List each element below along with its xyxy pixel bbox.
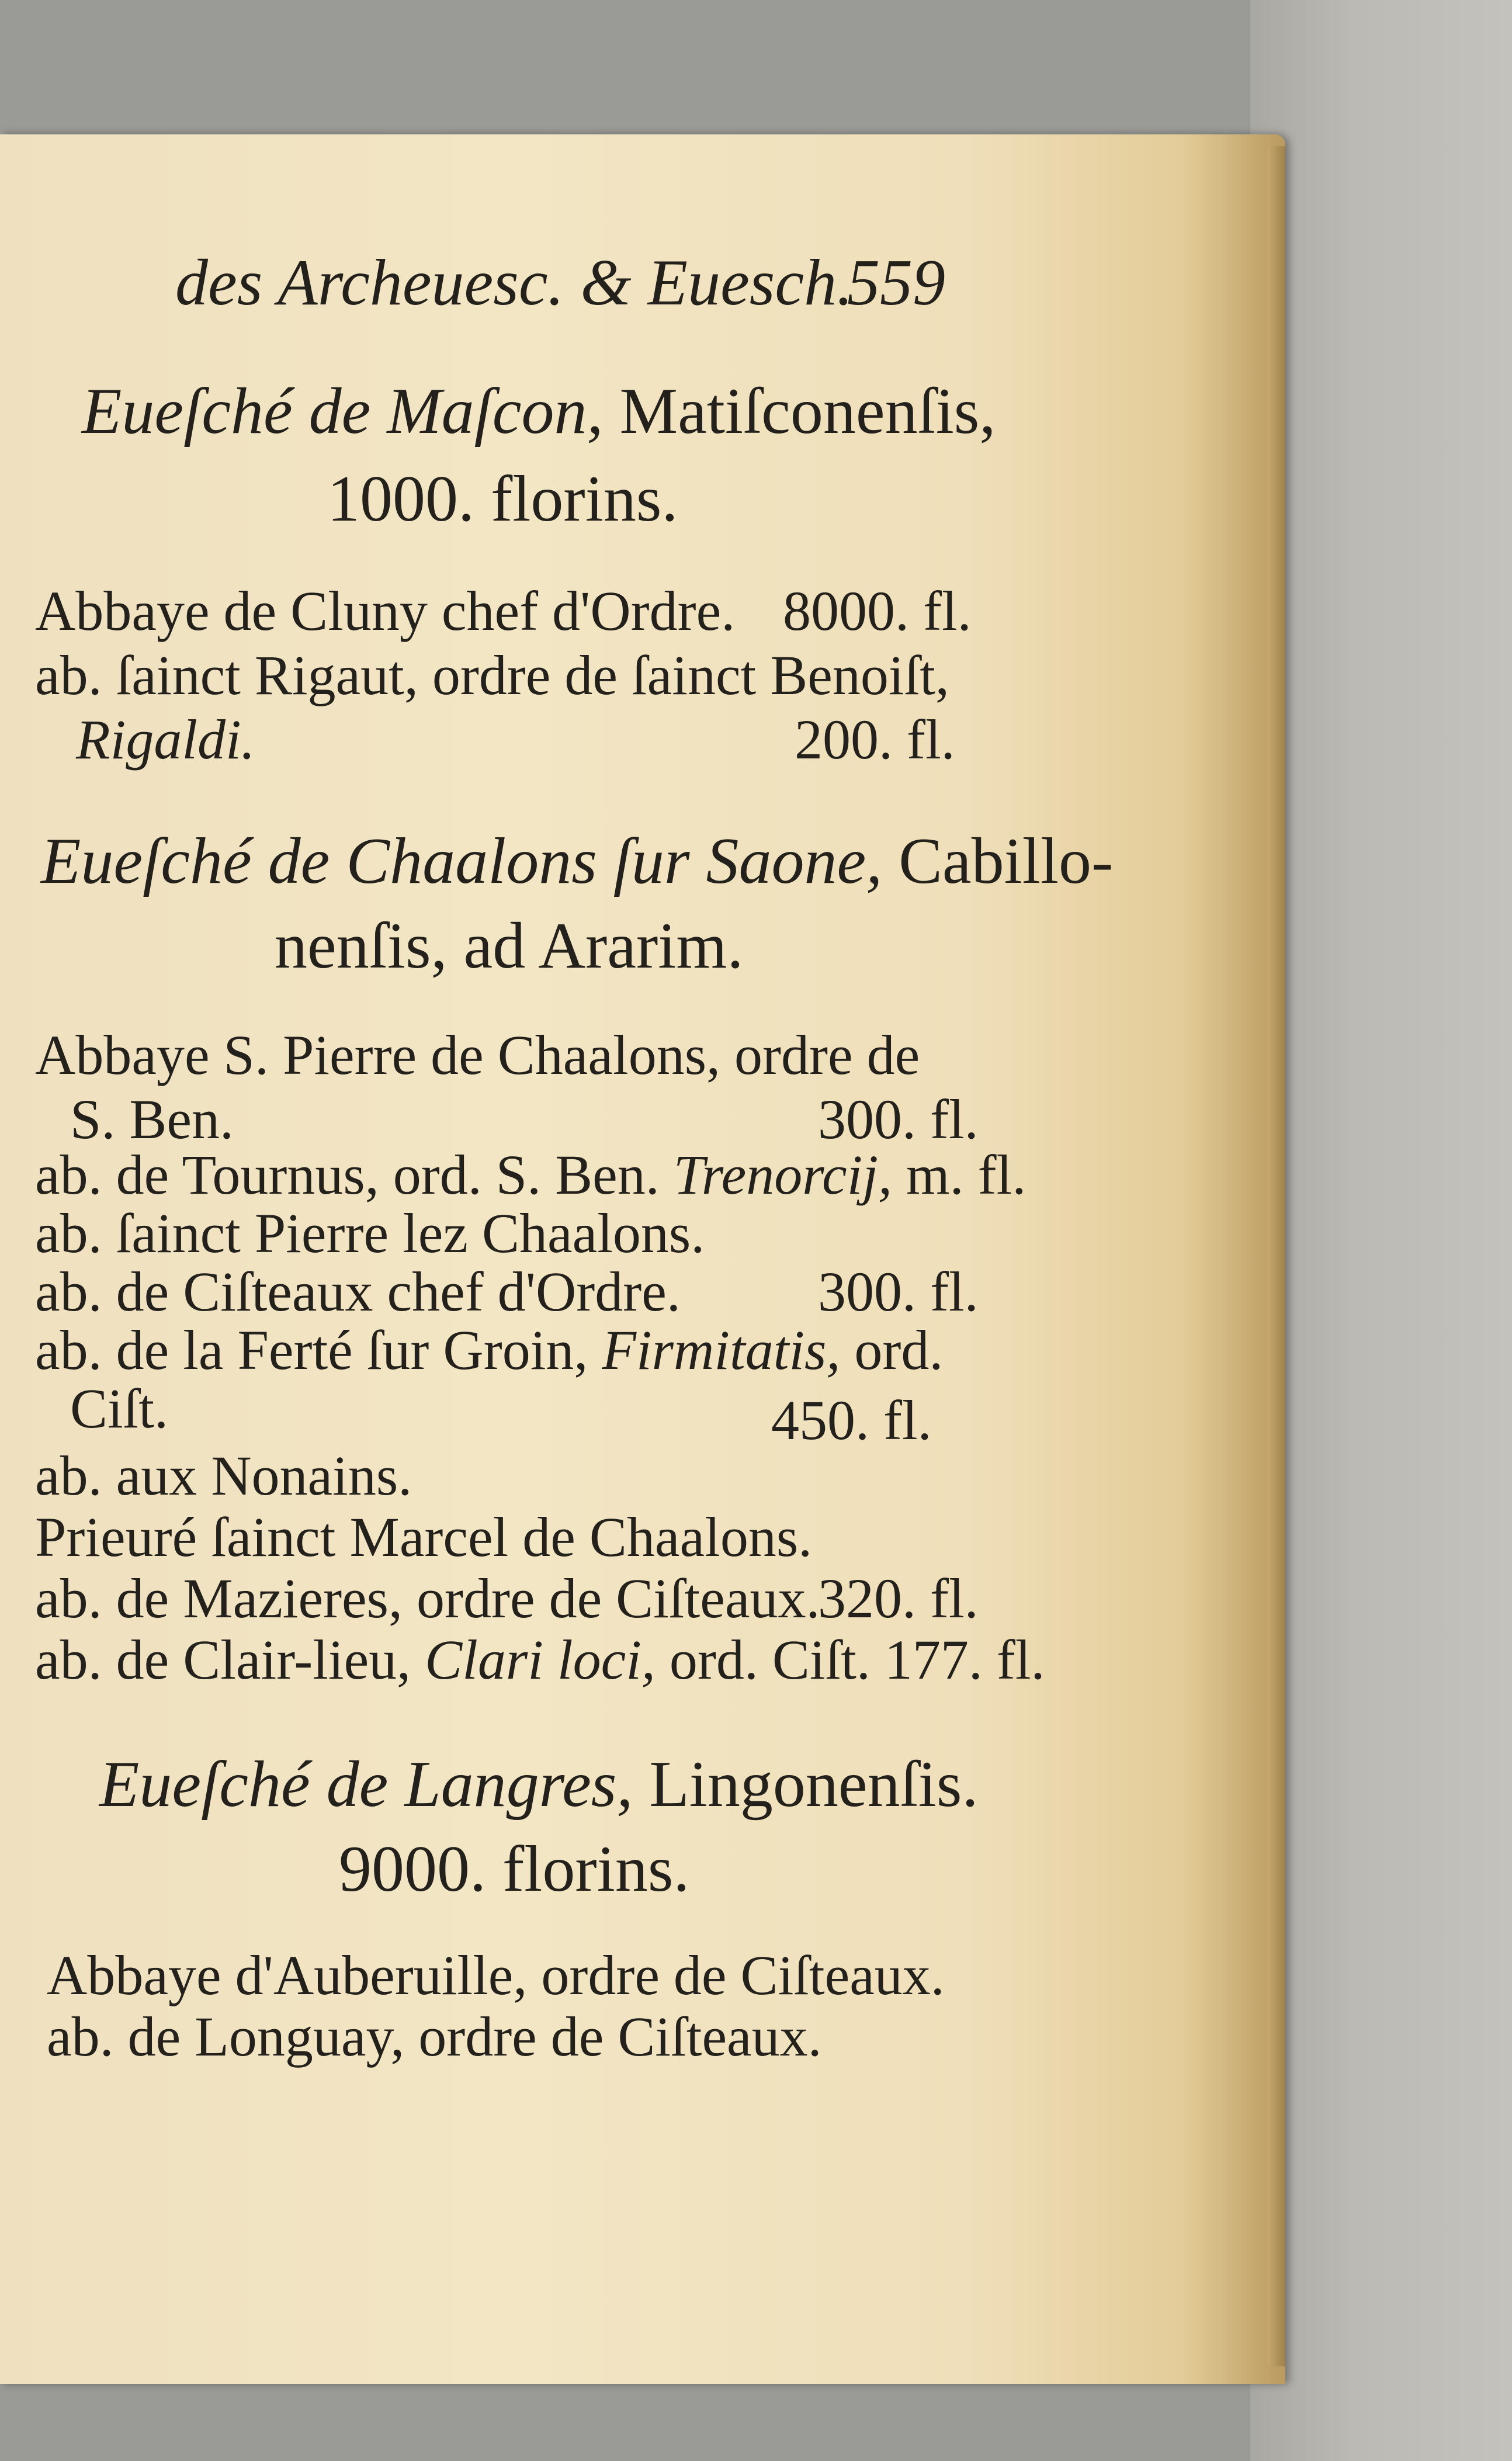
entry-text [35,1627,1045,1692]
entry-amount: 300. fl. [818,1260,979,1323]
entry-text: Prieuré ſainct Marcel de Chaalons. [35,1506,813,1568]
entry-text [35,1142,1026,1207]
running-head: des Archeuesc. & Euesch. [175,247,854,319]
heading-roman: Cabillo- [899,825,1114,897]
entry-text [35,1318,943,1382]
entry-amount: 300. fl. [818,1088,979,1150]
section-heading-line2: 1000. florins. [327,463,678,535]
heading-italic: Eueſché de Chaalons ſur Saone, [41,825,883,897]
section-heading-line2: nenſis, ad Ararim. [275,910,744,982]
entry-text: ab. de Ciſteaux chef d'Ordre. [35,1260,681,1323]
entry-italic: Trenorcij, [673,1143,892,1206]
entry-text: ab. aux Nonains. [35,1444,412,1507]
entry-roman: ab. de Clair-lieu, [35,1628,411,1691]
entry-text: Abbaye de Cluny chef d'Ordre. [35,580,736,642]
entry-text [76,707,255,772]
entry-roman: ab. de la Ferté ſur Groin, [35,1319,588,1381]
heading-italic: Eueſché de Langres, [99,1748,633,1821]
section-heading-langres [99,1747,978,1822]
entry-text: Abbaye S. Pierre de Chaalons, ordre de [35,1024,920,1086]
section-heading-chaalons [41,824,1113,899]
entry-roman-after: m. fl. [906,1143,1027,1206]
entry-text: ab. de Longuay, ordre de Ciſteaux. [47,2005,822,2068]
page-number: 559 [847,247,945,319]
entry-text: ab. ſainct Pierre lez Chaalons. [35,1202,705,1264]
entry-text: Abbaye d'Auberuille, ordre de Ciſteaux. [47,1944,945,2006]
section-heading-line2: 9000. florins. [339,1833,690,1905]
heading-italic: Eueſché de Maſcon, [82,375,604,448]
entry-amount: 320. fl. [818,1567,979,1630]
entry-amount: 200. fl. [795,708,955,771]
entry-roman-after: ord. [854,1319,944,1381]
entry-italic: Firmitatis, [602,1319,841,1381]
entry-roman-after: ord. Ciſt. 177. fl. [669,1628,1045,1691]
heading-roman: Matiſconenſis, [619,375,996,448]
entry-text: ab. ſainct Rigaut, ordre de ſainct Benoiſt, [35,644,949,706]
heading-roman: Lingonenſis. [649,1748,979,1821]
entry-italic: Rigaldi. [76,708,255,771]
entry-italic: Clari loci, [425,1628,656,1691]
background-right [1250,0,1512,2461]
entry-text: Ciſt. [70,1377,169,1440]
page-edge-shadow [1268,146,1285,2366]
entry-amount: 8000. fl. [783,580,972,642]
entry-amount: 450. fl. [771,1389,932,1451]
entry-text: S. Ben. [70,1088,234,1150]
section-heading-mascon [82,374,996,449]
entry-text: ab. de Mazieres, ordre de Ciſteaux. [35,1567,820,1630]
entry-roman: ab. de Tournus, ord. S. Ben. [35,1143,660,1206]
